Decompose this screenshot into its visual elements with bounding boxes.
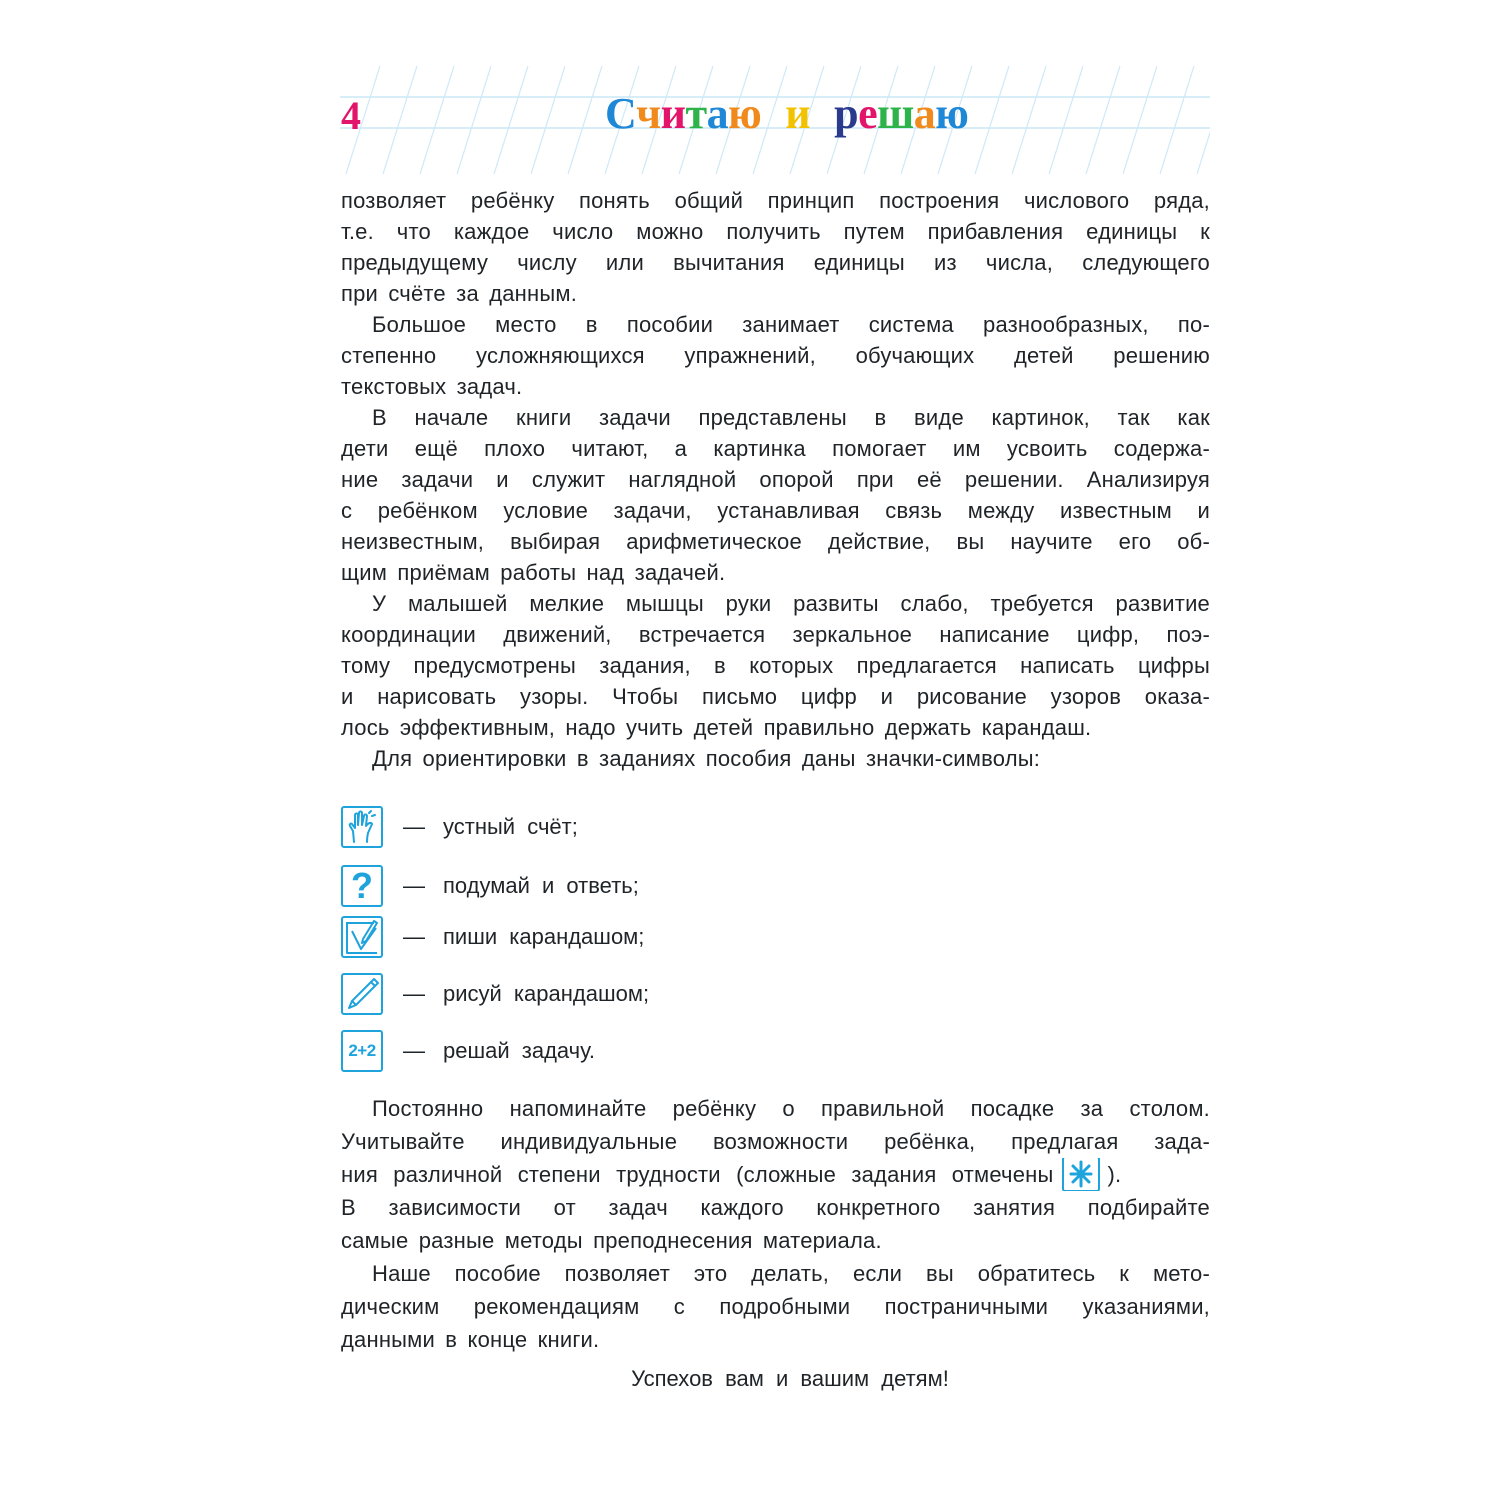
math-task-icon (341, 1030, 383, 1072)
question-glyph: ? (351, 865, 373, 906)
title-letter: ю (935, 89, 969, 138)
text-line: координации движений, встречается зеркальное написание цифр, поэ- (341, 622, 1210, 647)
legend-label: пиши карандашом; (443, 924, 645, 949)
title-letter: и (785, 89, 811, 138)
text-line: при счёте за данным. (341, 281, 578, 306)
advice-text (341, 1092, 1210, 1356)
closing-line: Успехов вам и вашим детям! (631, 1366, 949, 1391)
text-line: Наше пособие позволяет это делать, если вы обратитесь к мето- (372, 1261, 1210, 1286)
text-line: предыдущему числу или вычитания единицы из числа, следующего (341, 250, 1210, 275)
legend-label: рисуй карандашом; (443, 981, 650, 1006)
text-line: лось эффективным, надо учить детей правильно держать карандаш. (341, 715, 1092, 740)
pencil-write-icon (341, 916, 383, 958)
page-number: 4 (341, 93, 361, 138)
text-fragment: ). (1107, 1162, 1122, 1187)
legend-dash: — (403, 981, 425, 1006)
text-line: В зависимости от задач каждого конкретного занятия подбирайте (341, 1195, 1210, 1220)
text-line: данными в конце книги. (341, 1327, 600, 1352)
text-line: щим приёмам работы над задачей. (341, 560, 726, 585)
text-line: текстовых задач. (341, 374, 523, 399)
legend-item (341, 1028, 595, 1074)
legend-item (341, 863, 639, 909)
text-line: и нарисовать узоры. Чтобы письмо цифр и рисование узоров оказа- (341, 684, 1210, 709)
text-line: тому предусмотрены задания, в которых предлагается написать цифры (341, 653, 1210, 678)
text-line: т.е. что каждое число можно получить путем прибавления единицы к (341, 219, 1210, 244)
text-line: У малышей мелкие мышцы руки развиты слабо, требуется развитие (372, 591, 1210, 616)
legend-item (341, 971, 649, 1017)
text-line: самые разные методы преподнесения материала. (341, 1228, 882, 1253)
text-line: Для ориентировки в заданиях пособия даны значки-символы: (372, 746, 1041, 771)
book-title (605, 87, 968, 141)
text-line: В начале книги задачи представлены в виде картинок, так как (372, 405, 1210, 430)
title-letter: а (706, 89, 729, 138)
text-line: дети ещё плохо читают, а картинка помогает им усвоить содержа- (341, 436, 1210, 461)
legend-item (341, 914, 644, 960)
text-line: степенно усложняющихся упражнений, обучающих детей решению (341, 343, 1210, 368)
legend-label: подумай и ответь; (443, 873, 639, 898)
title-letter: р (834, 89, 859, 138)
legend-item (341, 804, 578, 850)
text-line: Учитывайте индивидуальные возможности ребёнка, предлагая зада- (341, 1129, 1210, 1154)
title-letter: С (605, 89, 637, 138)
legend-dash: — (403, 814, 425, 839)
legend-dash: — (403, 1038, 425, 1063)
hand-counting-icon (341, 806, 383, 848)
title-letter: а (913, 89, 936, 138)
text-line: Постоянно напоминайте ребёнку о правильной посадке за столом. (372, 1096, 1210, 1121)
title-letter: ч (636, 89, 661, 138)
legend-dash: — (403, 924, 425, 949)
title-letter: ш (877, 89, 914, 138)
title-letter: е (858, 89, 878, 138)
text-line: Большое место в пособии занимает система разнообразных, по- (372, 312, 1210, 337)
pencil-draw-icon (341, 973, 383, 1015)
text-line: дическим рекомендациям с подробными постраничными указаниями, (341, 1294, 1210, 1319)
asterisk-icon (1062, 1158, 1100, 1191)
text-line: позволяет ребёнку понять общий принцип построения числового ряда, (341, 188, 1210, 213)
title-letter: ю (728, 89, 762, 138)
title-letter: и (660, 89, 686, 138)
legend-label: решай задачу. (443, 1038, 596, 1063)
text-line (341, 1158, 1210, 1191)
math-glyph: 2+2 (348, 1041, 376, 1060)
text-fragment: ния различной степени трудности (сложные задания отмечены (341, 1162, 1054, 1187)
legend-label: устный счёт; (443, 814, 578, 839)
text-line: ние задачи и служит наглядной опорой при её решении. Анализируя (341, 467, 1210, 492)
intro-text (341, 185, 1210, 774)
title-letter: т (685, 89, 707, 138)
question-icon (341, 865, 383, 907)
text-line: неизвестным, выбирая арифметическое действие, вы научите его об- (341, 529, 1210, 554)
legend-dash: — (403, 873, 425, 898)
text-line: с ребёнком условие задачи, устанавливая связь между известным и (341, 498, 1210, 523)
